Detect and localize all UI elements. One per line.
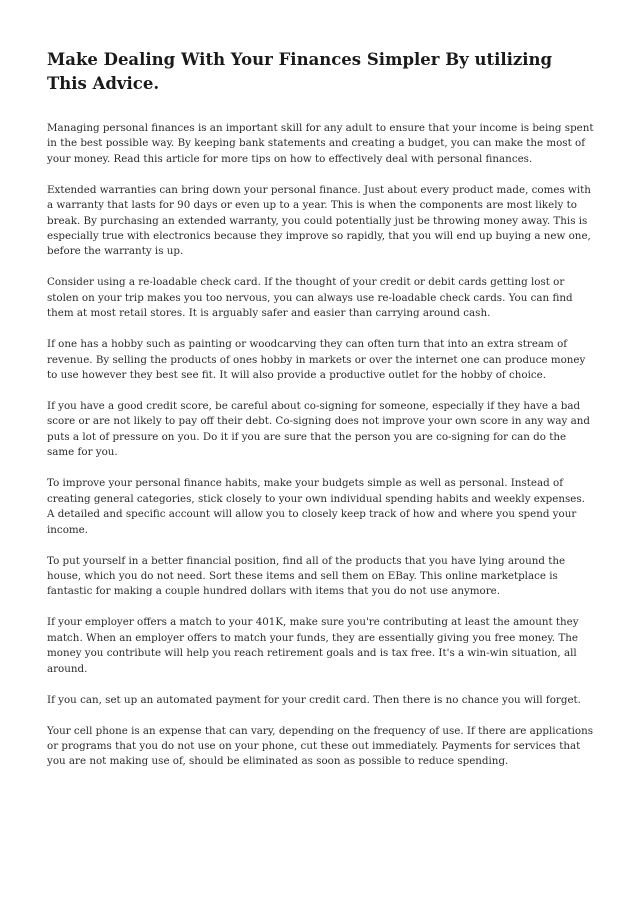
paragraph-check-card: Consider using a re-loadable check card. If the thought of your credit or debit cards getting lost or stolen on your trip makes you too nervous, you can always use re-loadable check cards. You can find them at most retail stores. It is arguably safer and easier than carrying around cash. <box>47 276 573 320</box>
paragraph-sell-items: To put yourself in a better financial position, find all of the products that you have lying around the house, which you do not need. Sort these items and sell them on EBay. This online marketplace is fantastic for making a couple hundred dollars with items that you do not use anymore. <box>47 554 566 598</box>
document-title: Make Dealing With Your Finances Simpler By utilizing This Advice. <box>47 50 553 93</box>
document-page <box>47 48 595 785</box>
paragraph-extended-warranties: Extended warranties can bring down your personal finance. Just about every product made, comes with a warranty that lasts for 90 days or even up to a year. This is when the components are most likely to break. By purchasing an extended warranty, you could potentially just be throwing money away. This is especially true with electronics because they improve so rapidly, that you will end up buying a new one, before the warranty is up. <box>47 183 591 258</box>
paragraph-co-signing: If you have a good credit score, be careful about co-signing for someone, especially if they have a bad score or are not likely to pay off their debt. Co-signing does not improve your own score in any way and puts a lot of pressure on you. Do it if you are sure that the person you are co-signing for can do the same for you. <box>47 400 590 459</box>
paragraph-401k: If your employer offers a match to your 401K, make sure you're contributing at least the amount they match. When an employer offers to match your funds, they are essentially giving you free money. The money you contribute will help you reach retirement goals and is tax free. It's a win-win situation, all around. <box>47 616 579 675</box>
paragraph-hobby: If one has a hobby such as painting or woodcarving they can often turn that into an extra stream of revenue. By selling the products of ones hobby in markets or over the internet one can produce money to use however they best see fit. It will also provide a productive outlet for the hobby of choice. <box>47 338 586 382</box>
paragraph-budgets: To improve your personal finance habits, make your budgets simple as well as personal. Instead of creating general categories, stick closely to your own individual spending habits and weekly expenses. A detailed and specific account will allow you to closely keep track of how and where you spend your income. <box>47 477 585 536</box>
paragraph-intro: Managing personal finances is an important skill for any adult to ensure that your income is being spent in the best possible way. By keeping bank statements and creating a budget, you can make the most of your money. Read this article for more tips on how to effectively deal with personal finances. <box>47 122 594 165</box>
paragraph-automated-payment: If you can, set up an automated payment for your credit card. Then there is no chance you will forget. <box>47 693 581 706</box>
paragraph-cell-phone: Your cell phone is an expense that can vary, depending on the frequency of use. If there are applications or programs that you do not use on your phone, cut these out immediately. Payments for services that you are not making use of, should be eliminated as soon as possible to reduce spending. <box>47 724 594 768</box>
